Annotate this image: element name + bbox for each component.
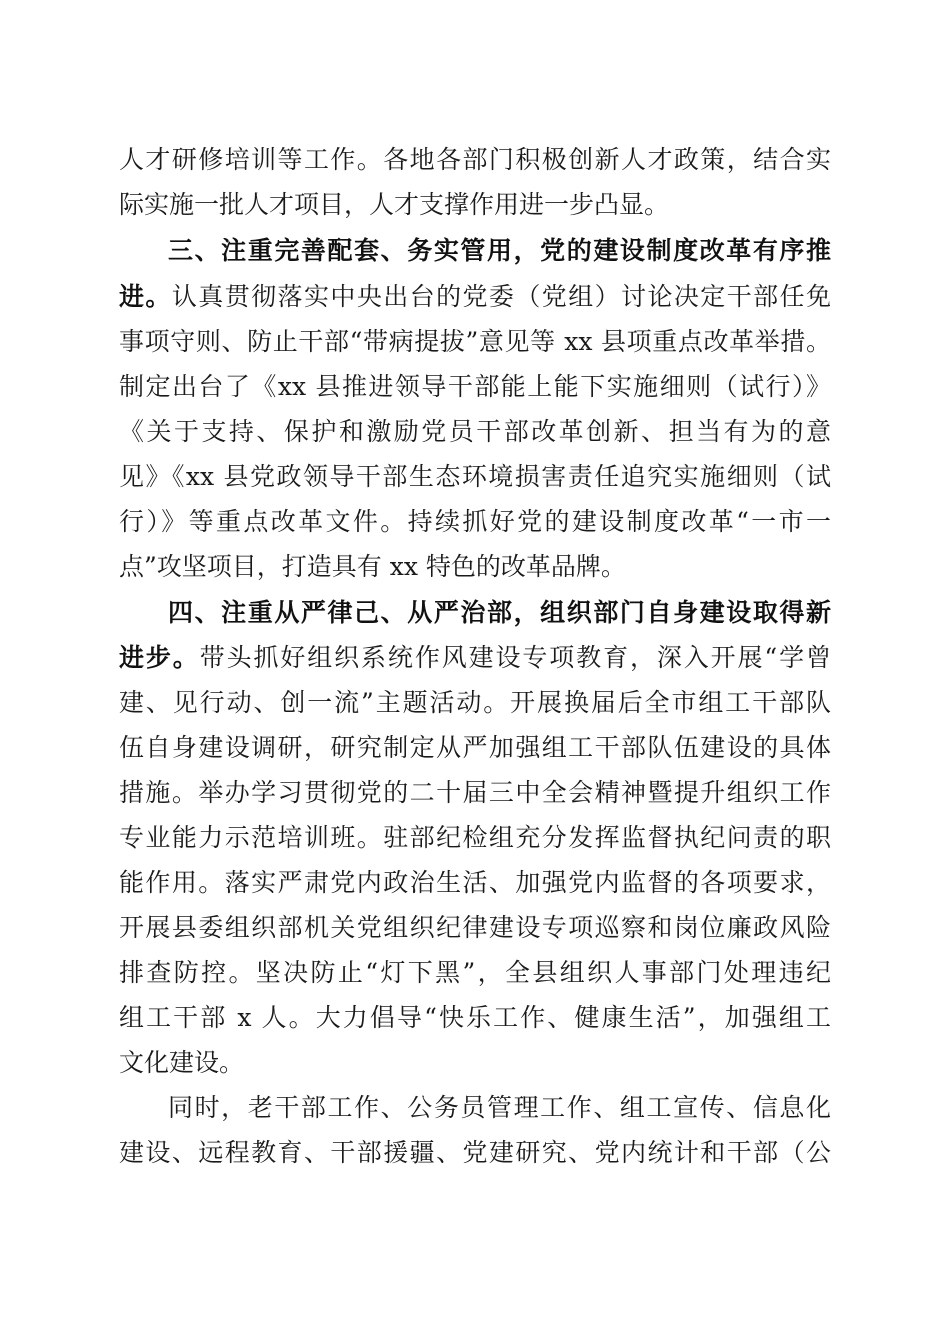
text-line: 事项守则、防止干部“带病提拔”意见等 xx 县项重点改革举措。 [119, 327, 831, 356]
text-line: 点”攻坚项目，打造具有 xx 特色的改革品牌。 [119, 552, 626, 581]
text-line: 开展县委组织部机关党组织纪律建设专项巡察和岗位廉政风险 [119, 913, 831, 942]
text-line: 建、见行动、创一流”主题活动。开展换届后全市组工干部队 [119, 688, 831, 717]
section-three-body-start: 认真贯彻落实中央出台的党委（党组）讨论决定干部任免 [171, 282, 831, 311]
text-line: 际实施一批人才项目，人才支撑作用进一步凸显。 [119, 190, 670, 219]
section-four-heading-end: 进步。 [119, 643, 200, 672]
section-four-line-2 [119, 643, 831, 673]
section-three-heading: 三、注重完善配套、务实管用，党的建设制度改革有序推 [168, 236, 831, 265]
text-line: 行）》等重点改革文件。持续抓好党的建设制度改革“一市一 [119, 507, 831, 536]
text-line: 《关于支持、保护和激励党员干部改革创新、担当有为的意 [119, 417, 831, 446]
text-line: 排查防控。坚决防止“灯下黑”，全县组织人事部门处理违纪 [119, 958, 831, 987]
section-three-heading-end: 进。 [119, 282, 172, 311]
text-line: 伍自身建设调研，研究制定从严加强组工干部队伍建设的具体 [119, 733, 831, 762]
text-line: 文化建设。 [119, 1048, 245, 1077]
text-line: 制定出台了《xx 县推进领导干部能上能下实施细则（试行）》 [119, 372, 831, 401]
section-four-body-start: 带头抓好组织系统作风建设专项教育，深入开展“学曾 [199, 643, 831, 672]
text-line: 能作用。落实严肃党内政治生活、加强党内监督的各项要求， [119, 868, 831, 897]
text-line: 建设、远程教育、干部援疆、党建研究、党内统计和干部（公 [119, 1138, 831, 1167]
section-three-line-2 [119, 282, 831, 312]
section-four-heading: 四、注重从严律己、从严治部，组织部门自身建设取得新 [168, 598, 831, 627]
text-line: 同时，老干部工作、公务员管理工作、组工宣传、信息化 [168, 1093, 831, 1122]
text-line: 措施。举办学习贯彻党的二十届三中全会精神暨提升组织工作 [119, 778, 831, 807]
text-line: 组工干部 x 人。大力倡导“快乐工作、健康生活”，加强组工 [119, 1003, 831, 1032]
text-line: 见》《xx 县党政领导干部生态环境损害责任追究实施细则（试 [119, 462, 831, 491]
text-line: 人才研修培训等工作。各地各部门积极创新人才政策，结合实 [119, 145, 831, 174]
text-line: 专业能力示范培训班。驻部纪检组充分发挥监督执纪问责的职 [119, 823, 831, 852]
